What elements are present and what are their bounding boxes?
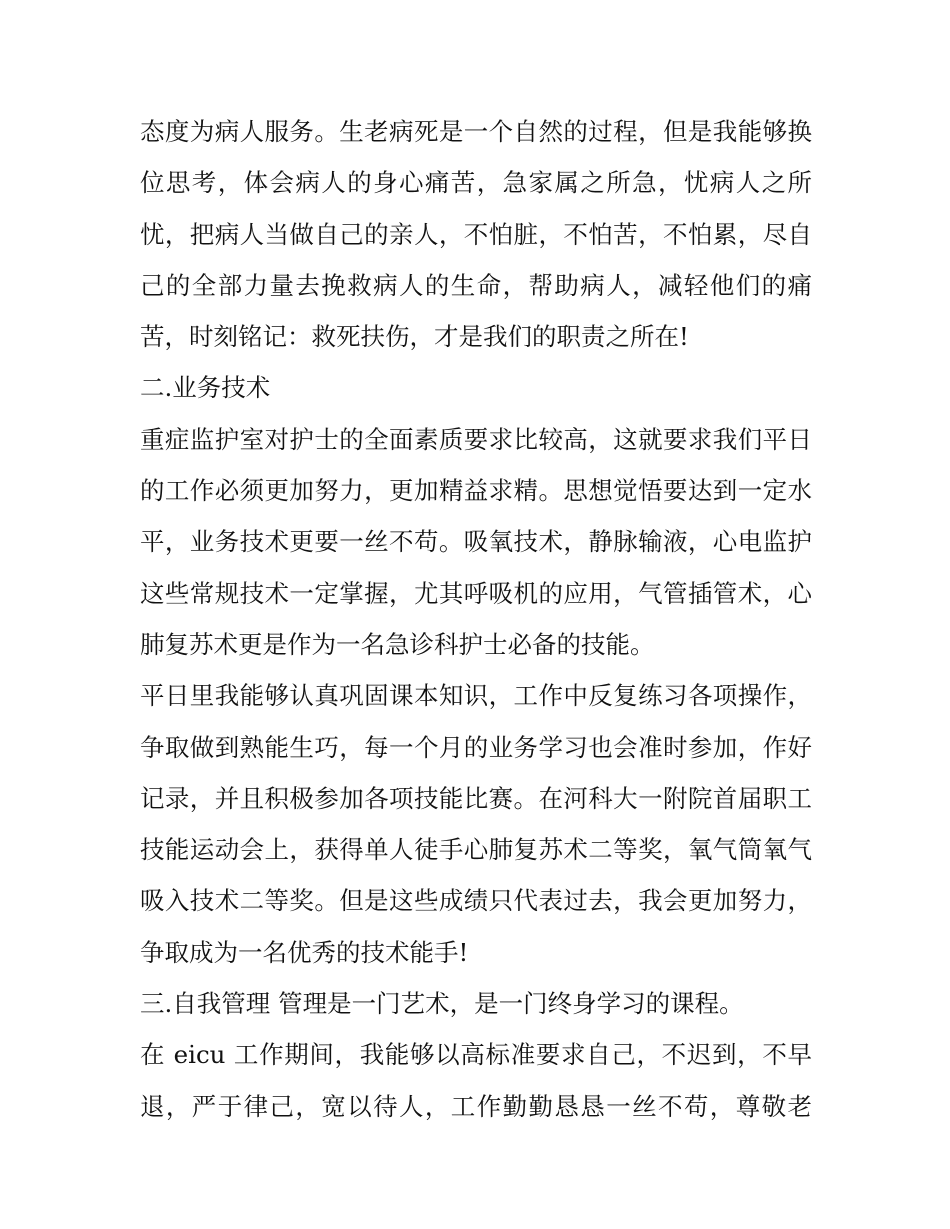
section-heading: 三.自我管理 管理是一门艺术，是一门终身学习的课程。 [140,989,744,1019]
text-line: 技能运动会上，获得单人徒手心肺复苏术二等奖，氧气筒氧气 [140,835,812,865]
text-line: 争取做到熟能生巧，每一个月的业务学习也会准时参加，作好 [140,732,812,762]
text-line: 争取成为一名优秀的技术能手! [140,937,469,967]
text-line: 重症监护室对护士的全面素质要求比较高，这就要求我们平日 [140,424,812,454]
text-line: 平日里我能够认真巩固课本知识，工作中反复练习各项操作， [140,681,812,711]
text-line: 位思考，体会病人的身心痛苦，急家属之所急，忧病人之所 [140,168,812,198]
text-line: 苦，时刻铭记：救死扶伤，才是我们的职责之所在! [140,322,689,352]
text-line: 态度为病人服务。生老病死是一个自然的过程，但是我能够换 [140,117,812,146]
text-line: 忧，把病人当做自己的亲人，不怕脏，不怕苦，不怕累，尽自 [140,219,812,249]
text-line: 记录，并且积极参加各项技能比赛。在河科大一附院首届职工 [140,783,812,813]
text-line: 退，严于律己，宽以待人，工作勤勤恳恳一丝不苟，尊敬老 [140,1091,812,1121]
text-line: 肺复苏术更是作为一名急诊科护士必备的技能。 [140,629,655,659]
text-line: 这些常规技术一定掌握，尤其呼吸机的应用，气管插管术，心 [140,578,812,608]
text-line: 在 eicu 工作期间，我能够以高标准要求自己，不迟到，不早 [140,1040,812,1070]
text-line: 吸入技术二等奖。但是这些成绩只代表过去，我会更加努力， [140,886,812,916]
text-line: 平，业务技术更要一丝不苟。吸氧技术，静脉输液，心电监护 [140,527,812,557]
text-line: 的工作必须更加努力，更加精益求精。思想觉悟要达到一定水 [140,476,812,506]
text-line: 己的全部力量去挽救病人的生命，帮助病人，减轻他们的痛 [140,270,812,300]
section-heading: 二.业务技术 [140,373,271,403]
document-page [140,106,812,1132]
